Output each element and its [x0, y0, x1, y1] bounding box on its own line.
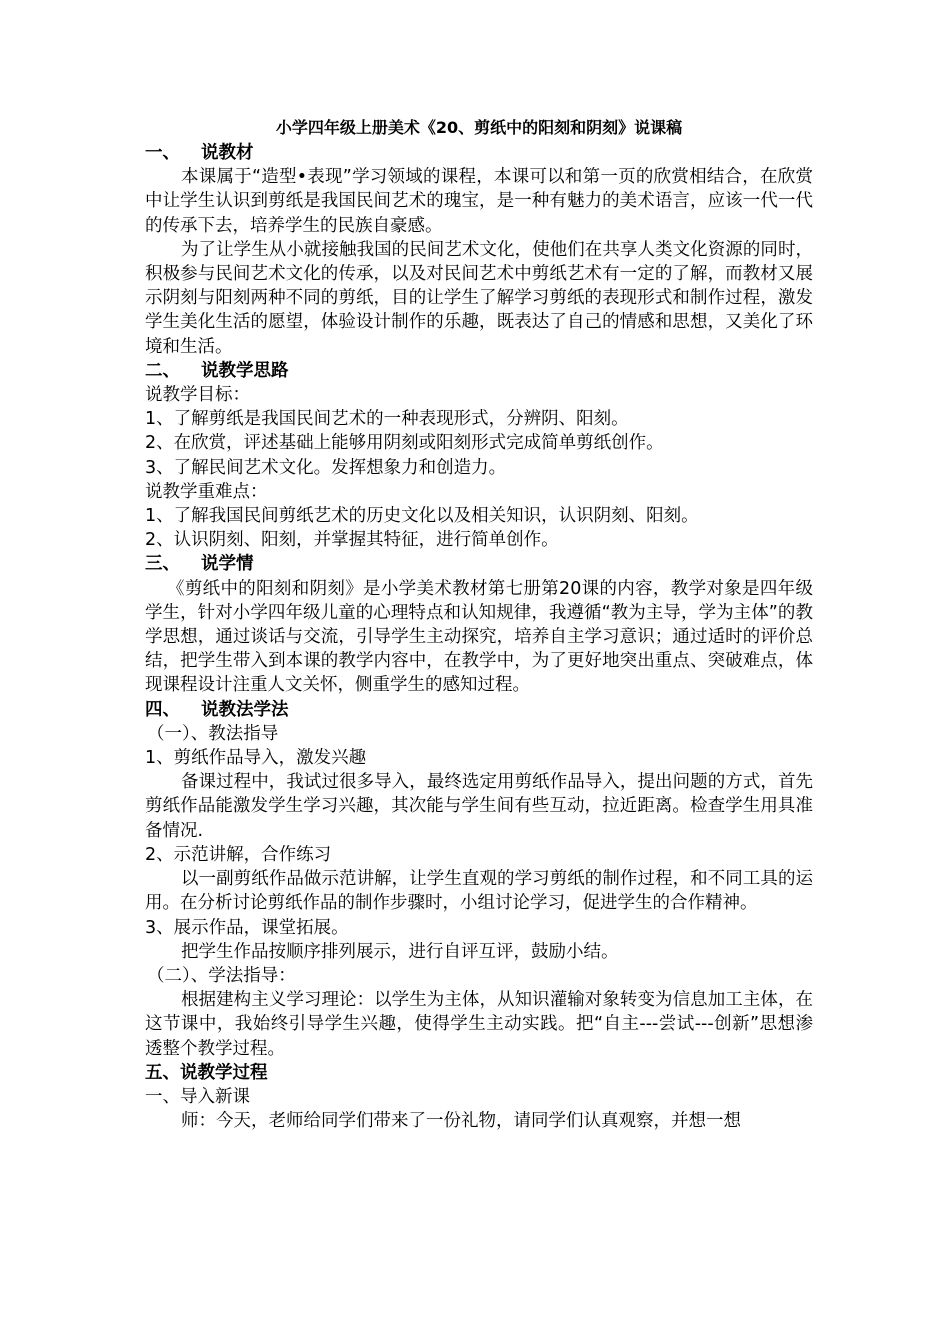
section-title: 说教法学法: [201, 699, 289, 720]
subsection-title: （二）、学法指导：: [147, 965, 296, 986]
list-item: 2、认识阴刻、阳刻，并掌握其特征，进行简单创作。: [145, 530, 559, 551]
section-heading-3: [145, 552, 813, 576]
section-number: 二、: [145, 360, 180, 381]
section-number: 四、: [145, 699, 180, 720]
section-title: 说学情: [201, 554, 254, 575]
document-page: [145, 115, 813, 1133]
list-item: 2、示范讲解，合作练习: [145, 844, 332, 865]
section-number: 一、: [145, 143, 180, 163]
paragraph: 本课属于“造型•表现”学习领域的课程，本课可以和第一页的欣赏相结合，在欣赏中让学生认识到剪纸是我国民间艺术的瑰宝，是一种有魅力的美术语言，应该一代一代的传承下去，培养学生的民族自豪感。: [145, 167, 813, 236]
paragraph: 《剪纸中的阳刻和阴刻》是小学美术教材第七册第20课的内容，教学对象是四年级学生，针对小学四年级儿童的心理特点和认知规律，我遵循“教为主导，学为主体”的教学思想，通过谈话与交流，引导学生主动探究，培养自主学习意识；通过适时的评价总结，把学生带入到本课的教学内容中，在教学中，为了更好地突出重点、突破难点，体现课程设计注重人文关怀，侧重学生的感知过程。: [145, 578, 813, 696]
section-heading-2: [145, 359, 813, 383]
paragraph: 备课过程中，我试过很多导入，最终选定用剪纸作品导入，提出问题的方式，首先剪纸作品能激发学生学习兴趣，其次能与学生间有些互动，拉近距离。检查学生用具准备情况.: [145, 772, 813, 841]
paragraph: 师：今天，老师给同学们带来了一份礼物，请同学们认真观察，并想一想: [181, 1111, 741, 1132]
section-title: 说教学思路: [201, 360, 289, 381]
paragraph: 以一副剪纸作品做示范讲解，让学生直观的学习剪纸的制作过程，和不同工具的运用。在分析讨论剪纸作品的制作步骤时，小组讨论学习，促进学生的合作精神。: [145, 869, 813, 914]
list-item: 3、展示作品，课堂拓展。: [145, 917, 349, 938]
goals-label: 说教学目标：: [145, 385, 250, 406]
paragraph: 根据建构主义学习理论：以学生为主体，从知识灌输对象转变为信息加工主体，在这节课中，我始终引导学生兴趣，使得学生主动实践。把“自主---尝试---创新”思想渗透整个教学过程。: [145, 990, 813, 1059]
list-item: 2、在欣赏，评述基础上能够用阴刻或阳刻形式完成简单剪纸创作。: [145, 433, 664, 454]
section-heading-4: [145, 698, 813, 722]
paragraph: 把学生作品按顺序排列展示，进行自评互评，鼓励小结。: [181, 941, 619, 962]
paragraph: 为了让学生从小就接触我国的民间艺术文化，使他们在共享人类文化资源的同时，积极参与民间艺术文化的传承，以及对民间艺术中剪纸艺术有一定的了解，而教材又展示阴刻与阳刻两种不同的剪纸，目的让学生了解学习剪纸的表现形式和制作过程，激发学生美化生活的愿望，体验设计制作的乐趣，既表达了自己的情感和思想，又美化了环境和生活。: [145, 239, 813, 357]
section-heading-5: [145, 1061, 813, 1085]
section-title: 说教材: [201, 143, 254, 163]
list-item: 3、了解民间艺术文化。发挥想象力和创造力。: [145, 457, 507, 478]
key-points-label: 说教学重难点：: [145, 481, 268, 502]
document-title: 小学四年级上册美术《20、剪纸中的阳刻和阴刻》说课稿: [275, 118, 683, 137]
list-item: 1、剪纸作品导入，激发兴趣: [145, 748, 367, 769]
section-title: 五、说教学过程: [145, 1062, 268, 1083]
subsection-title: 一、导入新课: [145, 1086, 250, 1107]
section-number: 三、: [145, 554, 180, 575]
list-item: 1、了解剪纸是我国民间艺术的一种表现形式，分辨阴、阳刻。: [145, 409, 629, 430]
section-heading-1: [145, 141, 813, 165]
list-item: 1、了解我国民间剪纸艺术的历史文化以及相关知识，认识阴刻、阳刻。: [145, 506, 699, 527]
subsection-title: （一）、教法指导: [147, 723, 279, 744]
